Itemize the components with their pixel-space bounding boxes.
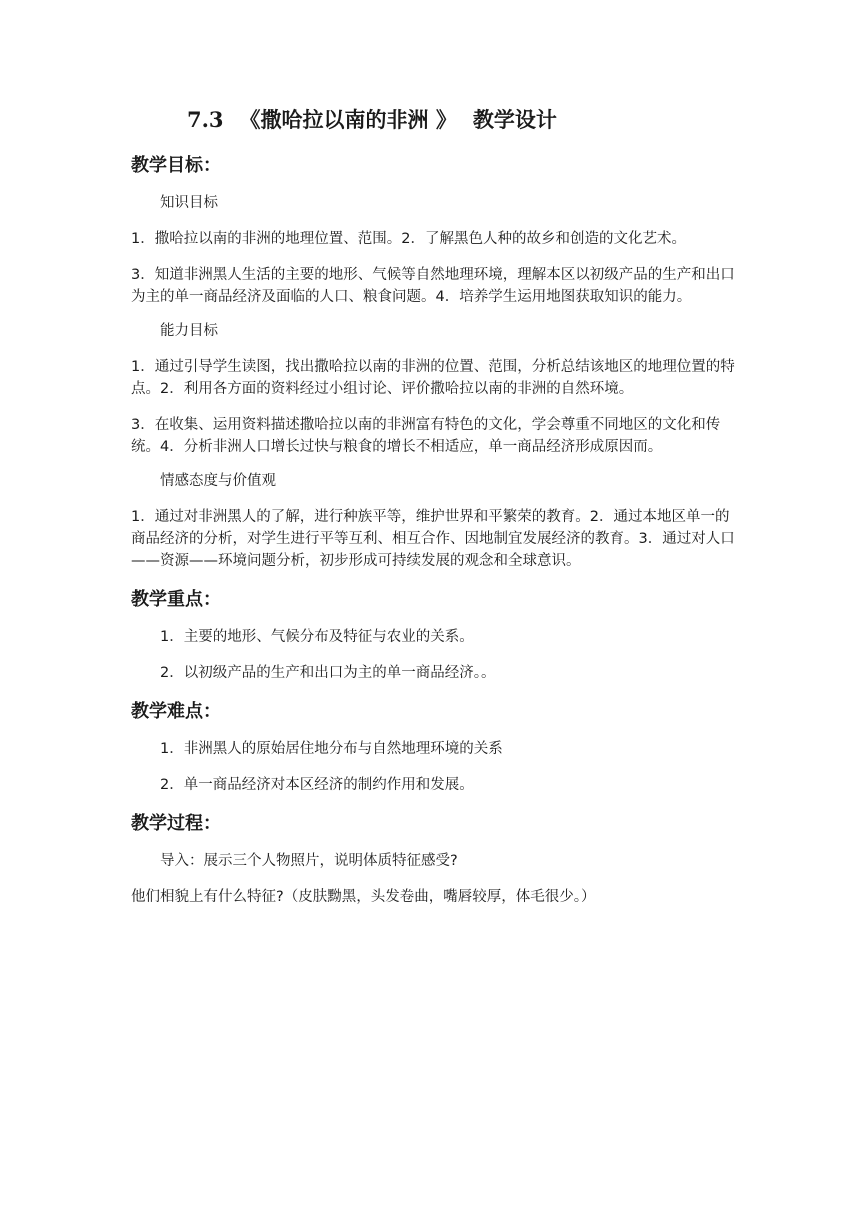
ability-goal-heading: 能力目标 [160,323,218,339]
process-intro: 导入：展示三个人物照片，说明体质特征感受? [160,853,458,869]
key-point-item-1: 1．主要的地形、气候分布及特征与农业的关系。 [160,629,474,645]
difficulties-heading: 教学难点： [131,701,221,722]
difficulty-item-1: 1．非洲黑人的原始居住地分布与自然地理环境的关系 [160,741,503,757]
process-question: 他们相貌上有什么特征?（皮肤黝黑，头发卷曲，嘴唇较厚，体毛很少。） [131,889,596,905]
document-title [131,104,741,136]
ability-goal-paragraph-1: 1．通过引导学生读图，找出撒哈拉以南的非洲的位置、范围，分析总结该地区的地理位置的特点。2．利用各方面的资料经过小组讨论、评价撒哈拉以南的非洲的自然环境。 [131,359,735,397]
title-number: 7.3 [187,107,224,132]
key-points-heading: 教学重点： [131,589,221,610]
title-name: 《撒哈拉以南的非洲 》 [239,107,457,132]
ability-goal-paragraph-2: 3．在收集、运用资料描述撒哈拉以南的非洲富有特色的文化，学会尊重不同地区的文化和传统。4．分析非洲人口增长过快与粮食的增长不相适应，单一商品经济形成原因而。 [131,417,721,455]
process-heading: 教学过程： [131,813,221,834]
knowledge-goal-paragraph-2: 3．知道非洲黑人生活的主要的地形、气候等自然地理环境，理解本区以初级产品的生产和出口为主的单一商品经济及面临的人口、粮食问题。4．培养学生运用地图获取知识的能力。 [131,267,735,305]
document-body [131,104,741,908]
title-suffix: 教学设计 [472,107,557,132]
emotion-goal-paragraph-1: 1．通过对非洲黑人的了解，进行种族平等，维护世界和平繁荣的教育。2．通过本地区单一的商品经济的分析，对学生进行平等互利、相互合作、因地制宜发展经济的教育。3．通过对人口——资源——环境问题分析，初步形成可持续发展的观念和全球意识。 [131,509,735,569]
knowledge-goal-paragraph-1: 1．撒哈拉以南的非洲的地理位置、范围。2．了解黑色人种的故乡和创造的文化艺术。 [131,231,686,247]
key-point-item-2: 2．以初级产品的生产和出口为主的单一商品经济。。 [160,665,496,681]
knowledge-goal-heading: 知识目标 [160,195,218,211]
emotion-goal-heading: 情感态度与价值观 [160,473,276,489]
objectives-heading: 教学目标： [131,155,221,176]
difficulty-item-2: 2．单一商品经济对本区经济的制约作用和发展。 [160,777,474,793]
